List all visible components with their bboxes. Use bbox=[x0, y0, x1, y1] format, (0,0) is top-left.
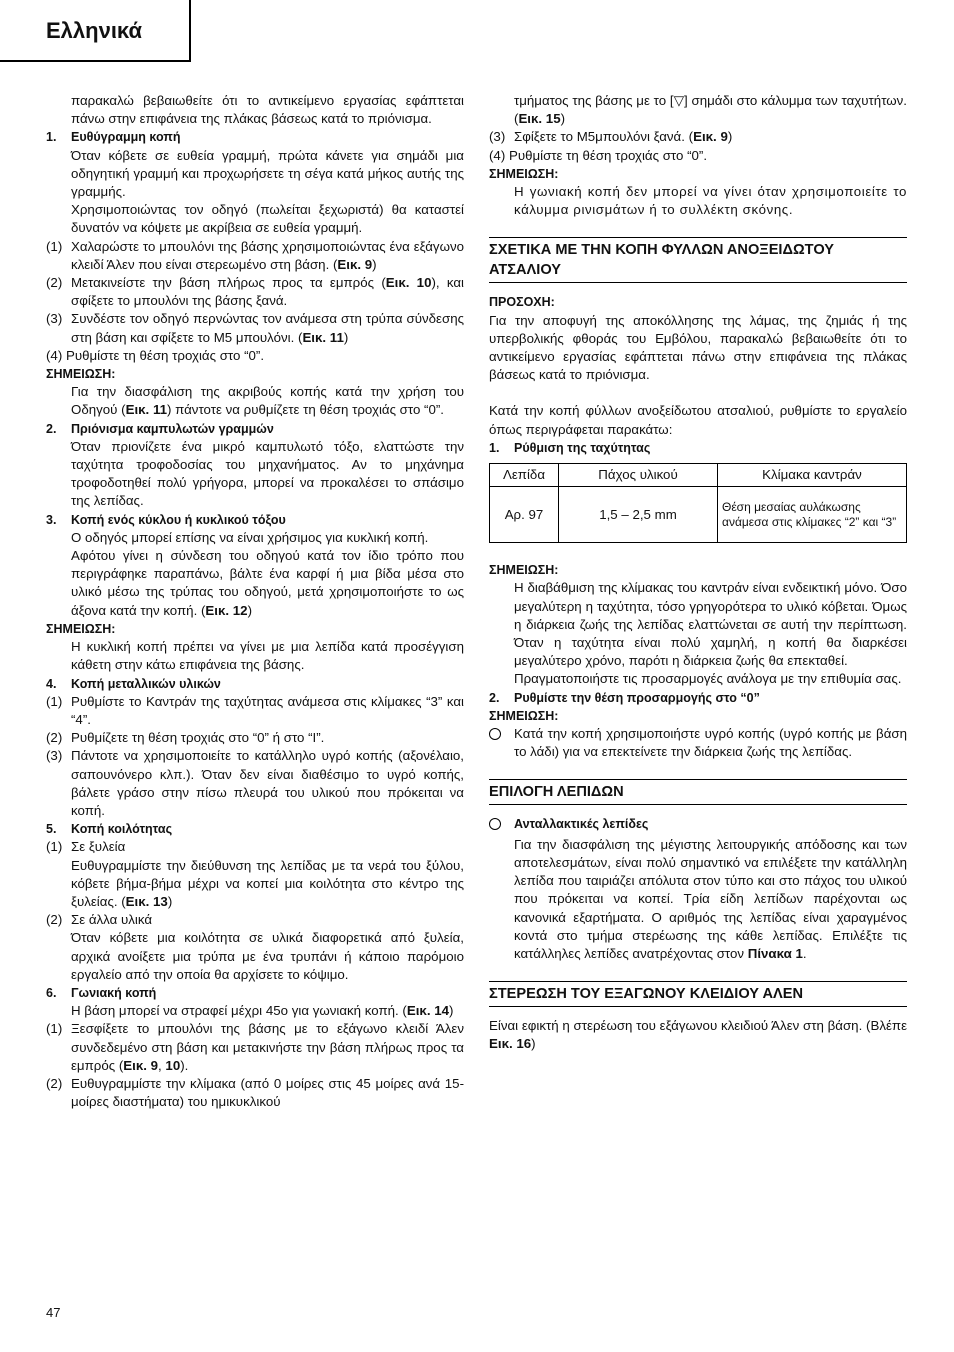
fig-ref: Εικ. 9 bbox=[693, 129, 728, 145]
fig-ref: 10 bbox=[165, 1057, 181, 1073]
hex-key-text: Είναι εφικτή η στερέωση του εξάγωνου κλειδιού Άλεν στη βάση. (Βλέπε Εικ. 16) bbox=[489, 1018, 907, 1052]
s6-para-1: Η βάση μπορεί να στραφεί μέχρι 45ο για γωνιακή κοπή. (Εικ. 14) bbox=[71, 1003, 454, 1019]
s1-item-1: (1) Χαλαρώστε το μπουλόνι της βάσης χρησιμοποιώντας ένα εξάγωνο κλειδί Άλεν που είναι στερεωμένο στη βάση. (Εικ. 9) bbox=[46, 238, 464, 272]
s1-item-3: (3) Συνδέστε τον οδηγό περνώντας τον ανάμεσα στη τρύπα σύνδεσης στη βάση και σφίξετε το M5 μπουλόνι. (Εικ. 11) bbox=[46, 311, 464, 345]
continued-text: τμήματος της βάσης με το [▽] σημάδι στο κάλυμμα των ταχυτήτων. (Εικ. 15) bbox=[514, 93, 907, 127]
language-label: Ελληνικά bbox=[46, 18, 142, 43]
note-2-text: Η κυκλική κοπή πρέπει να γίνει με μια λεπίδα κατά προσέγγιση κάθετη στην κάτω επιφάνεια της βάσης. bbox=[71, 639, 464, 673]
cutting-oil-note: Κατά την κοπή χρησιμοποιήστε υγρό κοπής (υγρό κοπής με βάση το λάδι) για να επεκτείνετε την διάρκεια ζωής της λεπίδας. bbox=[489, 725, 907, 761]
s1-item-4: (4) Ρυθμίστε τη θέση τροχιάς στο “0”. bbox=[46, 347, 265, 363]
s1-para-1: Όταν κόβετε σε ευθεία γραμμή, πρώτα κάνετε για σημάδι μια οδηγητική γραμμή και προχωρήσετε τη σέγα κατά μήκος αυτής της γραμμής. bbox=[71, 147, 464, 200]
note-1-text: Για την διασφάλιση της ακριβούς κοπής κατά την χρήση του Οδηγού (Εικ. 11) πάντοτε να ρυθμίζετε τη θέση τροχιάς στο “0”. bbox=[71, 384, 464, 418]
fig-ref: Εικ. 12 bbox=[205, 602, 248, 618]
s4-item-3: (3) Πάντοτε να χρησιμοποιείτε το κατάλληλο υγρό κοπής (αξονέλαιο, σαπουνόνερο κλπ.). Όταν δεν είναι διαθέσιμο το υγρό κοπής, βάλετε γράσο στην πίσω πλευρά του υλικού που πρόκειται να κοπή. bbox=[46, 748, 464, 818]
fig-ref: Εικ. 14 bbox=[406, 1003, 450, 1019]
right-column bbox=[489, 92, 907, 1054]
bullet-circle-icon bbox=[489, 728, 501, 740]
right-item-4: (4) Ρυθμίστε τη θέση τροχιάς στο “0”. bbox=[489, 147, 708, 163]
speed-table bbox=[489, 463, 907, 543]
section-6-heading: 6. Γωνιακή κοπή bbox=[46, 985, 157, 1000]
fig-ref: Εικ. 9 bbox=[337, 256, 373, 272]
caution-label: ΠΡΟΣΟΧΗ: bbox=[489, 295, 555, 310]
page-number: 47 bbox=[46, 1305, 61, 1320]
s1-item-2: (2) Μετακινείστε την βάση πλήρως προς τα εμπρός (Εικ. 10), και σφίξετε το μπουλόνι της βάσης ξανά. bbox=[46, 275, 464, 309]
table-cell: Θέση μεσαίας αυλάκωσης ανάμεσα στις κλίμακες “2” και “3” bbox=[718, 487, 907, 543]
s4-item-1: (1) Ρυθμίστε το Καντράν της ταχύτητας ανάμεσα στις κλίμακες “3” και “4”. bbox=[46, 693, 464, 727]
fig-ref: Εικ. 16 bbox=[489, 1036, 532, 1052]
note-label: ΣΗΜΕΙΩΣΗ: bbox=[489, 166, 559, 181]
s1-para-2: Χρησιμοποιώντας τον οδηγό (πωλείται ξεχωριστά) θα καταστεί δυνατόν να κόψετε με ακρίβεια σε ευθεία γραμμή. bbox=[71, 202, 464, 236]
s3-para-1: Ο οδηγός μπορεί επίσης να είναι χρήσιμος για κυκλική κοπή. bbox=[71, 529, 429, 545]
s5-item-1: (1) Σε ξυλεία Ευθυγραμμίστε την διεύθυνση της λεπίδας με τα νερά του ξύλου, κόβετε βήμα-βήμα μέχρι να κοπεί μια κοιλότητα στο κέντρο της ξυλείας. (Εικ. 13) bbox=[46, 839, 464, 909]
right-item-3: (3) Σφίξετε το M5μπουλόνι ξανά. (Εικ. 9) bbox=[489, 129, 733, 145]
intro-text: παρακαλώ βεβαιωθείτε ότι το αντικείμενο εργασίας εφάπτεται πάνω στην επιφάνεια της πλάκας βάσεως κατά το πριόνισμα. bbox=[71, 93, 464, 127]
fig-ref: Εικ. 15 bbox=[518, 111, 561, 127]
adjust-heading: 2. Ρυθμίστε την θέση προσαρμογής στο “0” bbox=[489, 690, 760, 705]
s5-item-2: (2) Σε άλλα υλικά Όταν κόβετε μια κοιλότητα σε υλικά διαφορετικά από ξυλεία, αρχικά ανοίξετε μια τρύπα με ένα τρυπάνι ή κάποιο παρόμοιο εργαλείο από την οποία θα αρχίσετε το κόψιμο. bbox=[46, 912, 464, 982]
note-label: ΣΗΜΕΙΩΣΗ: bbox=[46, 621, 116, 636]
dial-note-p2: Πραγματοποιήστε τις προσαρμογές ανάλογα με την επιθυμία σας. bbox=[514, 671, 902, 687]
section-3-heading: 3. Κοπή ενός κύκλου ή κυκλικού τόξου bbox=[46, 512, 286, 527]
stainless-section-heading: ΣΧΕΤΙΚΑ ΜΕ ΤΗΝ ΚΟΠΗ ΦΥΛΛΩΝ ΑΝΟΞΕΙΔΩΤΟΥ ΑΤΣΑΛΙΟΥ bbox=[489, 237, 907, 283]
steel-intro: Κατά την κοπή φύλλων ανοξείδωτου ατσαλιού, ρυθμίστε το εργαλείο όπως περιγράφεται παρακάτω: bbox=[489, 403, 907, 437]
s6-item-2: (2) Ευθυγραμμίστε την κλίμακα (από 0 μοίρες στις 45 μοίρες ανά 15-μοίρες διαστήματα) του ημικυκλικού bbox=[46, 1075, 464, 1110]
fig-ref: Εικ. 11 bbox=[302, 329, 344, 345]
table-header: Κλίμακα καντράν bbox=[718, 464, 907, 487]
table-cell: Αρ. 97 bbox=[490, 487, 559, 543]
section-1-heading: 1. Ευθύγραμμη κοπή bbox=[46, 130, 181, 145]
language-tab bbox=[0, 0, 191, 62]
note-label: ΣΗΜΕΙΩΣΗ: bbox=[489, 563, 559, 578]
speed-heading: 1. Ρύθμιση της ταχύτητας bbox=[489, 440, 651, 455]
section-5-heading: 5. Κοπή κοιλότητας bbox=[46, 822, 173, 837]
fig-ref: Εικ. 13 bbox=[125, 893, 168, 909]
note-label: ΣΗΜΕΙΩΣΗ: bbox=[489, 708, 559, 723]
table-cell: 1,5 – 2,5 mm bbox=[559, 487, 718, 543]
bullet-circle-icon bbox=[489, 818, 501, 830]
section-2-heading: 2. Πριόνισμα καμπυλωτών γραμμών bbox=[46, 421, 274, 436]
bevel-note-text: Η γωνιακή κοπή δεν μπορεί να γίνει όταν χρησιμοποιείτε το κάλυμμα ρινισμάτων ή το συλλέκτη σκόνης. bbox=[514, 184, 907, 218]
blades-text: Για την διασφάλιση της μέγιστης λειτουργικής απόδοσης και των αποτελεσμάτων, είναι πολύ σημαντικό να επιλέξετε την κατάλληλη λεπίδα που ταιριάζει απόλυτα στον τύπο και στο πάχος του υλικού που πρόκειται να κοπεί. Τρία είδη λεπίδων παρέχονται ως κανονικά εξαρτήματα. Ο αριθμός της λεπίδας είναι χαραγμένος κοντά στο τμήμα στερέωσης της κάθε λεπίδας. Επιλέξτε τις κατάλληλες λεπίδες ανατρέχοντας στον Πίνακα 1. bbox=[514, 836, 907, 961]
s2-para-1: Όταν πριονίζετε ένα μικρό καμπυλωτό τόξο, ελαττώστε την ταχύτητα τροφοδοσίας του μηχανήματος. Αν το μηχάνημα τροφοδοτηθεί πολύ γρήγορα, μπορεί να προκαλέσει το σπάσιμο της λεπίδας. bbox=[71, 438, 464, 509]
hex-key-heading: ΣΤΕΡΕΩΣΗ ΤΟΥ ΕΞΑΓΩΝΟΥ ΚΛΕΙΔΙΟΥ ΑΛΕΝ bbox=[489, 981, 907, 1007]
fig-ref: Εικ. 10 bbox=[385, 275, 432, 291]
s3-para-2: Αφότου γίνει η σύνδεση του οδηγού κατά τον ίδιο τρόπο που περιγράφηκε παραπάνω, βάλτε ένα καρφί ή μια βίδα μέσα στο υλικό μέσω της τρύπας του οδηγού, μετά χρησιμοποιήστε το ως άξονα κατά την κοπή. (Εικ. 12) bbox=[71, 548, 464, 618]
table-header: Πάχος υλικού bbox=[559, 464, 718, 487]
fig-ref: Εικ. 11 bbox=[125, 402, 168, 418]
fig-ref: Εικ. 9 bbox=[123, 1057, 159, 1073]
table-ref: Πίνακα 1 bbox=[747, 945, 803, 961]
section-4-heading: 4. Κοπή μεταλλικών υλικών bbox=[46, 676, 221, 691]
table-row bbox=[490, 487, 907, 543]
s6-item-1: (1) Ξεσφίξετε το μπουλόνι της βάσης με το εξάγωνο κλειδί Άλεν συνδεδεμένο στη βάση και μετακινήστε την βάση πλήρως προς τα εμπρός (Εικ. 9, 10). bbox=[46, 1021, 464, 1073]
caution-text: Για την αποφυγή της αποκόλλησης της λάμας, της ζημιάς ή της υπερβολικής φθοράς του Εμβόλου, παρακαλώ βεβαιωθείτε ότι το αντικείμενο εργασίας εφάπτεται πάνω στην επιφάνεια της πλάκας βάσεως κατά το πριόνισμα. bbox=[489, 312, 907, 383]
replacement-blades-heading: Ανταλλακτικές λεπίδες bbox=[489, 815, 907, 835]
note-label: ΣΗΜΕΙΩΣΗ: bbox=[46, 367, 116, 382]
table-header-row bbox=[490, 464, 907, 487]
table-header: Λεπίδα bbox=[490, 464, 559, 487]
blade-selection-heading: ΕΠΙΛΟΓΗ ΛΕΠΙΔΩΝ bbox=[489, 779, 907, 805]
s4-item-2: (2) Ρυθμίζετε τη θέση τροχιάς στο “0” ή στο “I”. bbox=[46, 730, 325, 746]
left-column bbox=[46, 92, 464, 1111]
dial-note-p1: Η διαβάθμιση της κλίμακας του καντράν είναι ενδεικτική μόνο. Όσο μεγαλύτερη η ταχύτητα, τόσο γρηγορότερα το υλικό κόβεται. Όμως η διάρκεια ζωής της λεπίδας ελαττώνεται σε αυτή την περίπτωση. Όταν η ταχύτητα είναι πολύ χαμηλή, η κοπή θα διαρκέσει μεγαλύτερο χρόνο, παρότι η διάρκεια ζωής θα επεκταθεί. bbox=[514, 580, 907, 669]
